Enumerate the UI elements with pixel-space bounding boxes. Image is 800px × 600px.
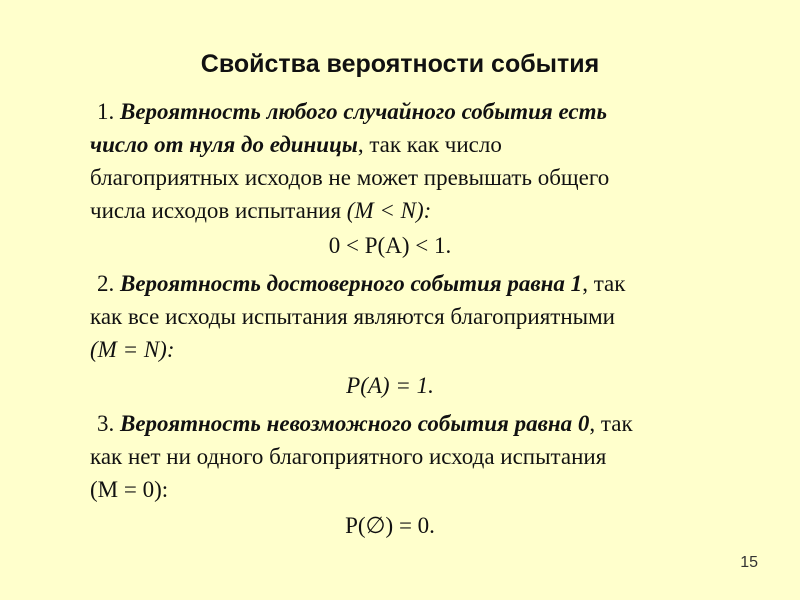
slide-title: Свойства вероятности события bbox=[200, 50, 600, 78]
property-2-line-2: как все исходы испытания являются благоприятными bbox=[90, 304, 615, 329]
property-3-statement: Вероятность невозможного события равна 0 bbox=[120, 411, 590, 436]
property-1-line-2 bbox=[90, 131, 502, 159]
property-2-condition: (M = N): bbox=[90, 337, 175, 362]
property-1-line-4 bbox=[90, 197, 431, 225]
property-1-condition: (M < N): bbox=[346, 198, 432, 223]
property-3-condition: (M = 0): bbox=[90, 477, 169, 502]
property-1-statement-part-2: число от нуля до единицы bbox=[90, 132, 358, 157]
property-2-number: 2. bbox=[97, 271, 120, 296]
property-2-reason-start: , так bbox=[582, 271, 626, 296]
property-1-line-1 bbox=[97, 98, 607, 126]
property-3-number: 3. bbox=[97, 411, 120, 436]
property-1-reason-start: , так как число bbox=[357, 132, 502, 157]
property-1-formula: 0 < P(A) < 1. bbox=[328, 233, 452, 258]
property-1-statement-part-1: Вероятность любого случайного события есть bbox=[120, 99, 607, 124]
property-2-statement: Вероятность достоверного события равна 1 bbox=[120, 271, 583, 296]
property-3-line-2: как нет ни одного благоприятного исхода испытания bbox=[90, 444, 607, 469]
property-3-reason-start: , так bbox=[589, 411, 633, 436]
property-1-line-3: благоприятных исходов не может превышать общего bbox=[90, 165, 610, 190]
property-3-line-1 bbox=[97, 410, 633, 438]
property-2-formula: P(A) = 1. bbox=[346, 373, 434, 398]
page-number: 15 bbox=[740, 554, 758, 571]
property-1-number: 1. bbox=[97, 99, 120, 124]
property-1-reason-end: числа исходов испытания bbox=[90, 198, 347, 223]
property-3-formula: P(∅) = 0. bbox=[345, 513, 435, 538]
property-2-line-1 bbox=[97, 270, 625, 298]
